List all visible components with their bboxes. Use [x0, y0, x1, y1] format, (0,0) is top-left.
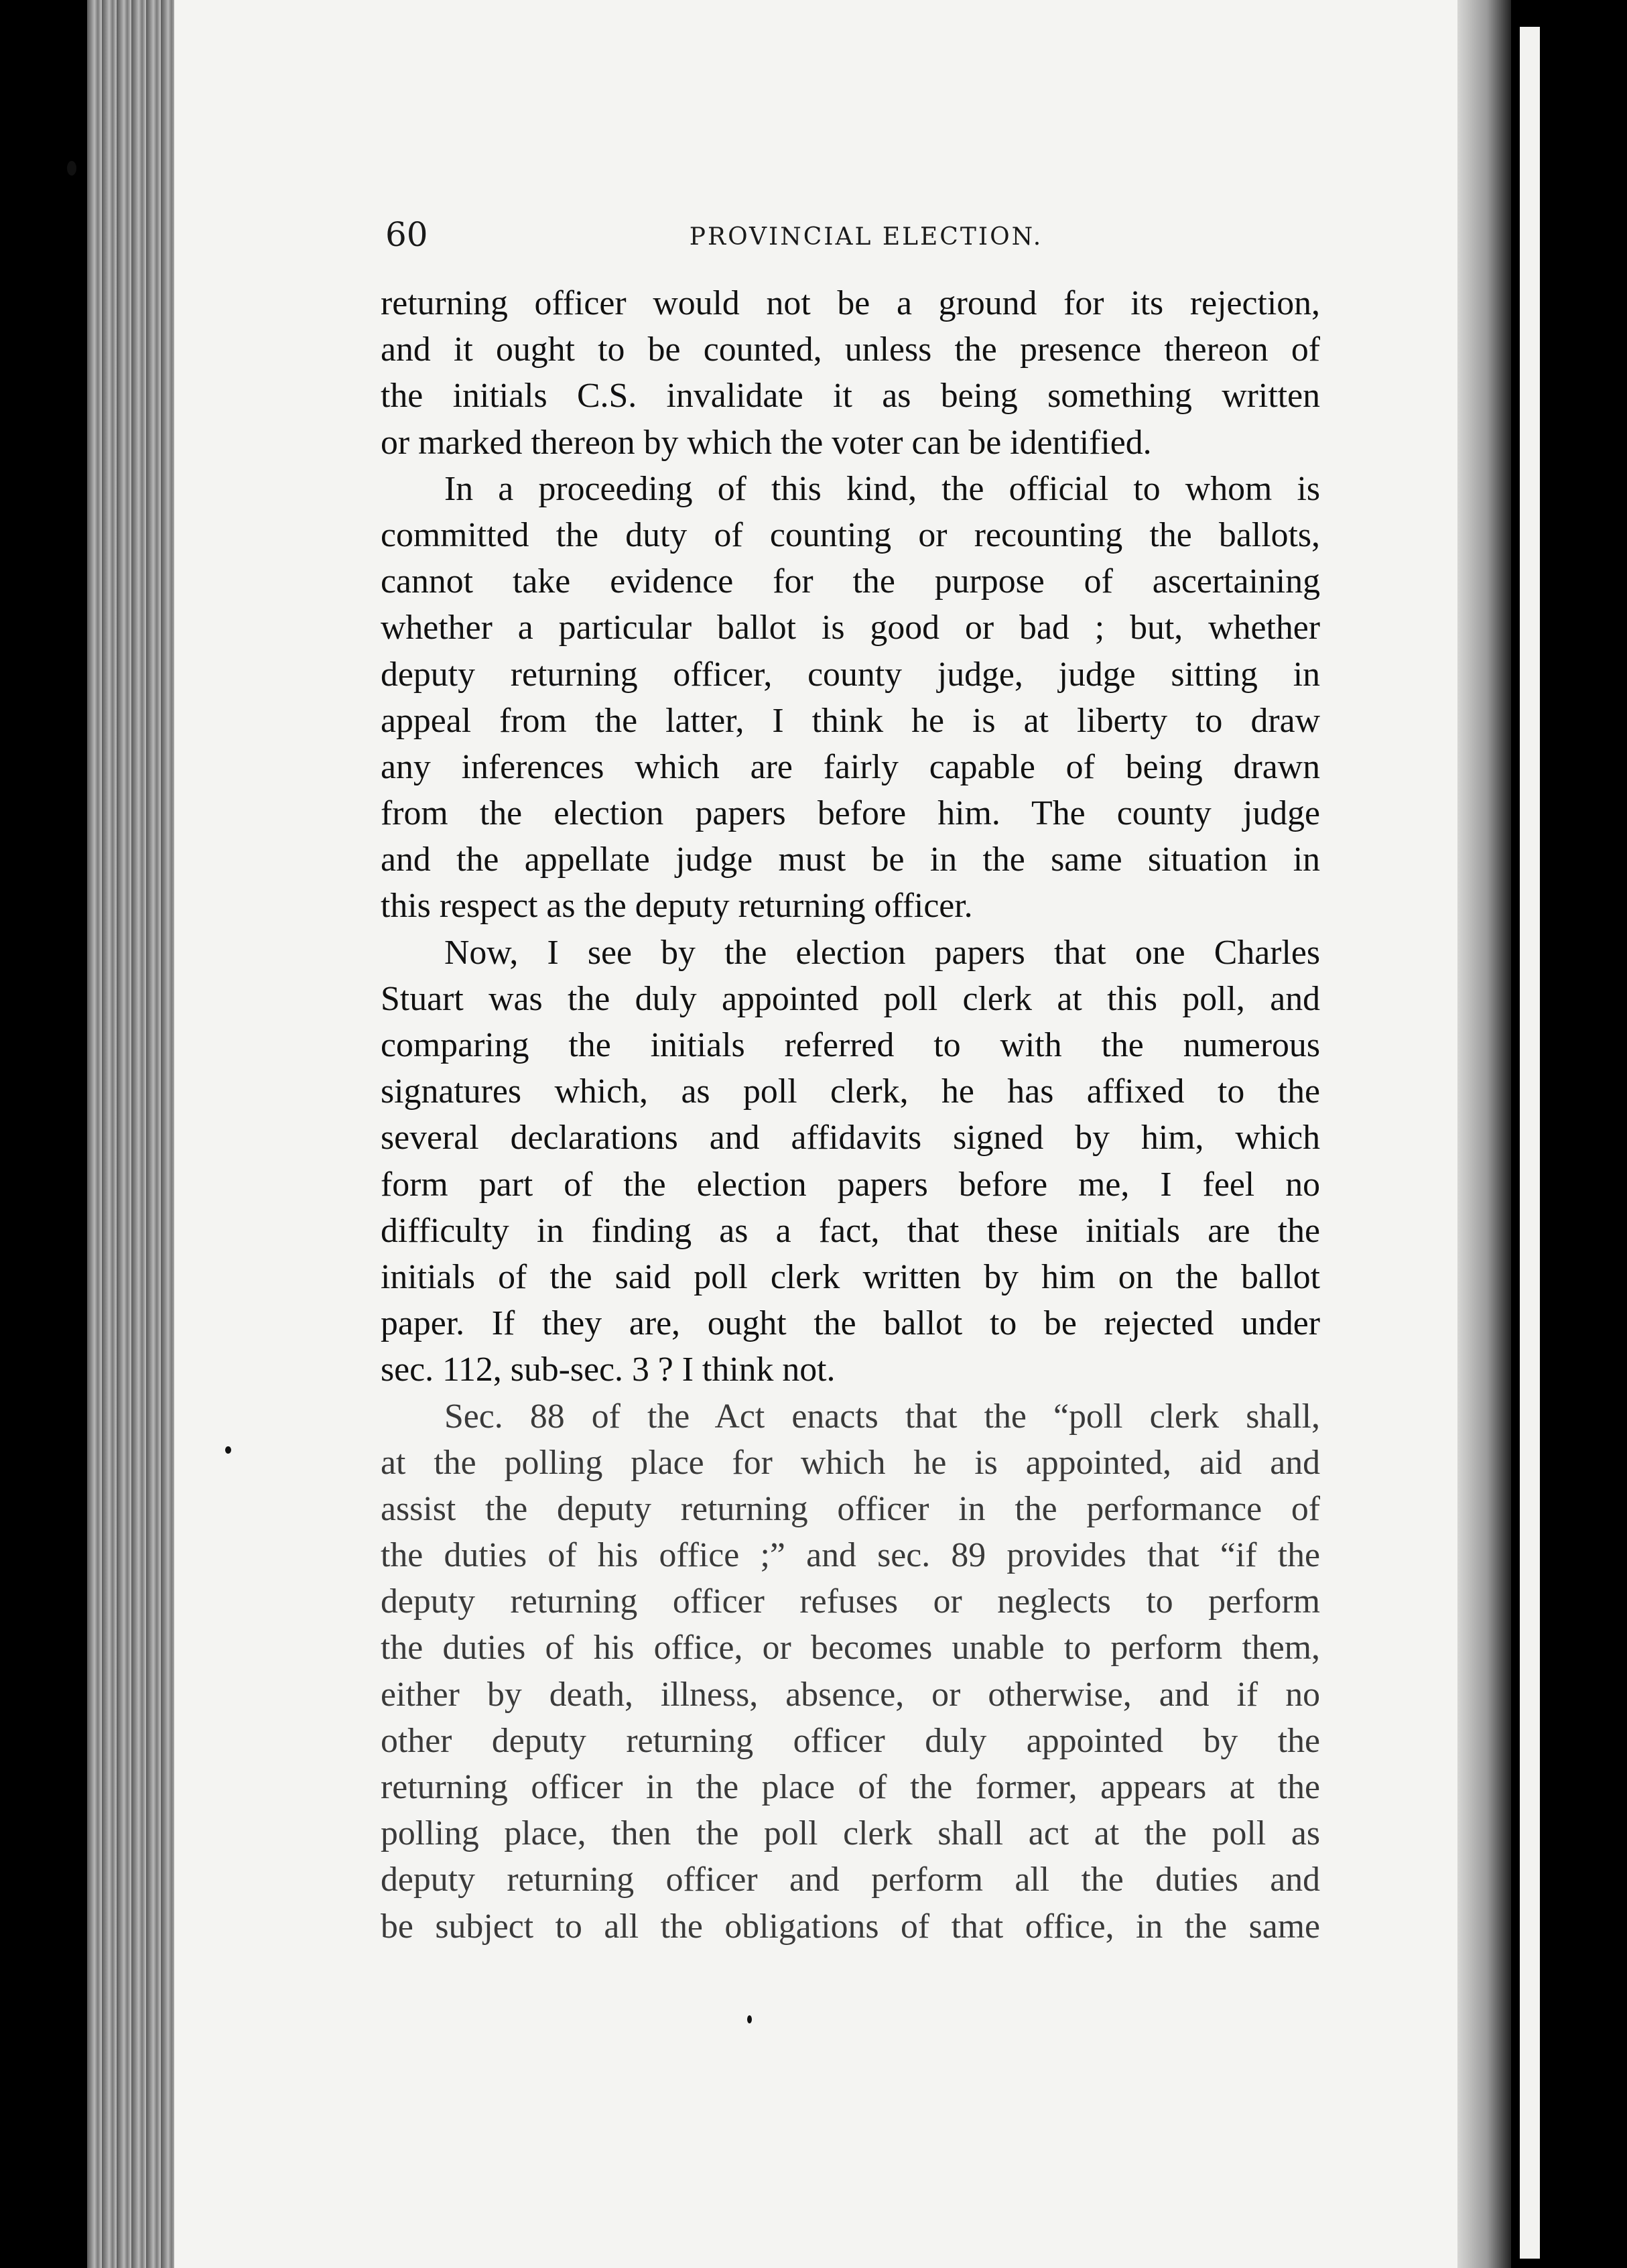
- text-line: assist the deputy returning officer in the performance of: [381, 1489, 1320, 1528]
- body-text: [381, 280, 1320, 1950]
- text-line: the duties of his office ;” and sec. 89 provides that “if the: [381, 1536, 1320, 1575]
- text-line: several declarations and affidavits signed by him, which: [381, 1119, 1320, 1157]
- page-edge-stack: [87, 0, 181, 2268]
- page-header-title: PROVINCIAL ELECTION.: [689, 223, 1043, 251]
- text-line: comparing the initials referred to with the numerous: [381, 1026, 1320, 1064]
- paragraph-3: [381, 930, 1320, 1393]
- text-line: initials of the said poll clerk written by him on the ballot: [381, 1257, 1320, 1296]
- text-line: committed the duty of counting or recounting the ballots,: [381, 515, 1320, 554]
- text-line: whether a particular ballot is good or bad ; but, whether: [381, 609, 1320, 647]
- text-line: sec. 112, sub-sec. 3 ? I think not.: [381, 1350, 836, 1389]
- scan-border-left: [0, 0, 90, 2268]
- text-line: and it ought to be counted, unless the presence thereon of: [381, 330, 1320, 369]
- text-line: from the election papers before him. The county judge: [381, 794, 1320, 833]
- dust-speck: [225, 1446, 231, 1454]
- text-line: deputy returning officer refuses or neglects to perform: [381, 1582, 1320, 1621]
- text-line: returning officer would not be a ground for its rejection,: [381, 284, 1320, 322]
- text-line: cannot take evidence for the purpose of ascertaining: [381, 562, 1320, 601]
- page-number: 60: [385, 215, 428, 254]
- text-line: deputy returning officer and perform all the duties and: [381, 1861, 1320, 1899]
- paragraph-2: [381, 466, 1320, 930]
- text-line: Now, I see by the election papers that one Charles: [444, 933, 1320, 972]
- text-line: at the polling place for which he is appointed, aid and: [381, 1443, 1320, 1482]
- dust-speck: [67, 161, 76, 176]
- paragraph-4: [381, 1393, 1320, 1950]
- text-line: Sec. 88 of the Act enacts that the “poll clerk shall,: [444, 1397, 1320, 1436]
- text-line: paper. If they are, ought the ballot to be rejected under: [381, 1304, 1320, 1343]
- dust-speck: [747, 2015, 752, 2023]
- text-line: In a proceeding of this kind, the official to whom is: [444, 469, 1320, 508]
- text-line: returning officer in the place of the former, appears at the: [381, 1768, 1320, 1806]
- text-line: Stuart was the duly appointed poll clerk at this poll, and: [381, 979, 1320, 1018]
- text-line: difficulty in finding as a fact, that these initials are the: [381, 1211, 1320, 1250]
- text-line: appeal from the latter, I think he is at liberty to draw: [381, 701, 1320, 740]
- text-line: and the appellate judge must be in the same situation in: [381, 840, 1320, 879]
- text-line: polling place, then the poll clerk shall act at the poll as: [381, 1814, 1320, 1853]
- text-line: any inferences which are fairly capable of being drawn: [381, 747, 1320, 786]
- text-line: form part of the election papers before me, I feel no: [381, 1165, 1320, 1204]
- text-line: other deputy returning officer duly appointed by the: [381, 1721, 1320, 1760]
- text-line: be subject to all the obligations of that office, in the same: [381, 1907, 1320, 1946]
- text-line: deputy returning officer, county judge, judge sitting in: [381, 655, 1320, 694]
- text-line: either by death, illness, absence, or otherwise, and if no: [381, 1675, 1320, 1714]
- facing-page-edge: [1520, 27, 1540, 2259]
- text-line: the initials C.S. invalidate it as being something written: [381, 377, 1320, 416]
- paragraph-1: [381, 280, 1320, 466]
- text-line: the duties of his office, or becomes unable to perform them,: [381, 1629, 1320, 1667]
- text-line: or marked thereon by which the voter can be identified.: [381, 423, 1152, 462]
- running-head: [385, 208, 1320, 261]
- text-line: this respect as the deputy returning officer.: [381, 887, 973, 926]
- text-line: signatures which, as poll clerk, he has affixed to the: [381, 1072, 1320, 1111]
- gutter-shadow: [1457, 0, 1511, 2268]
